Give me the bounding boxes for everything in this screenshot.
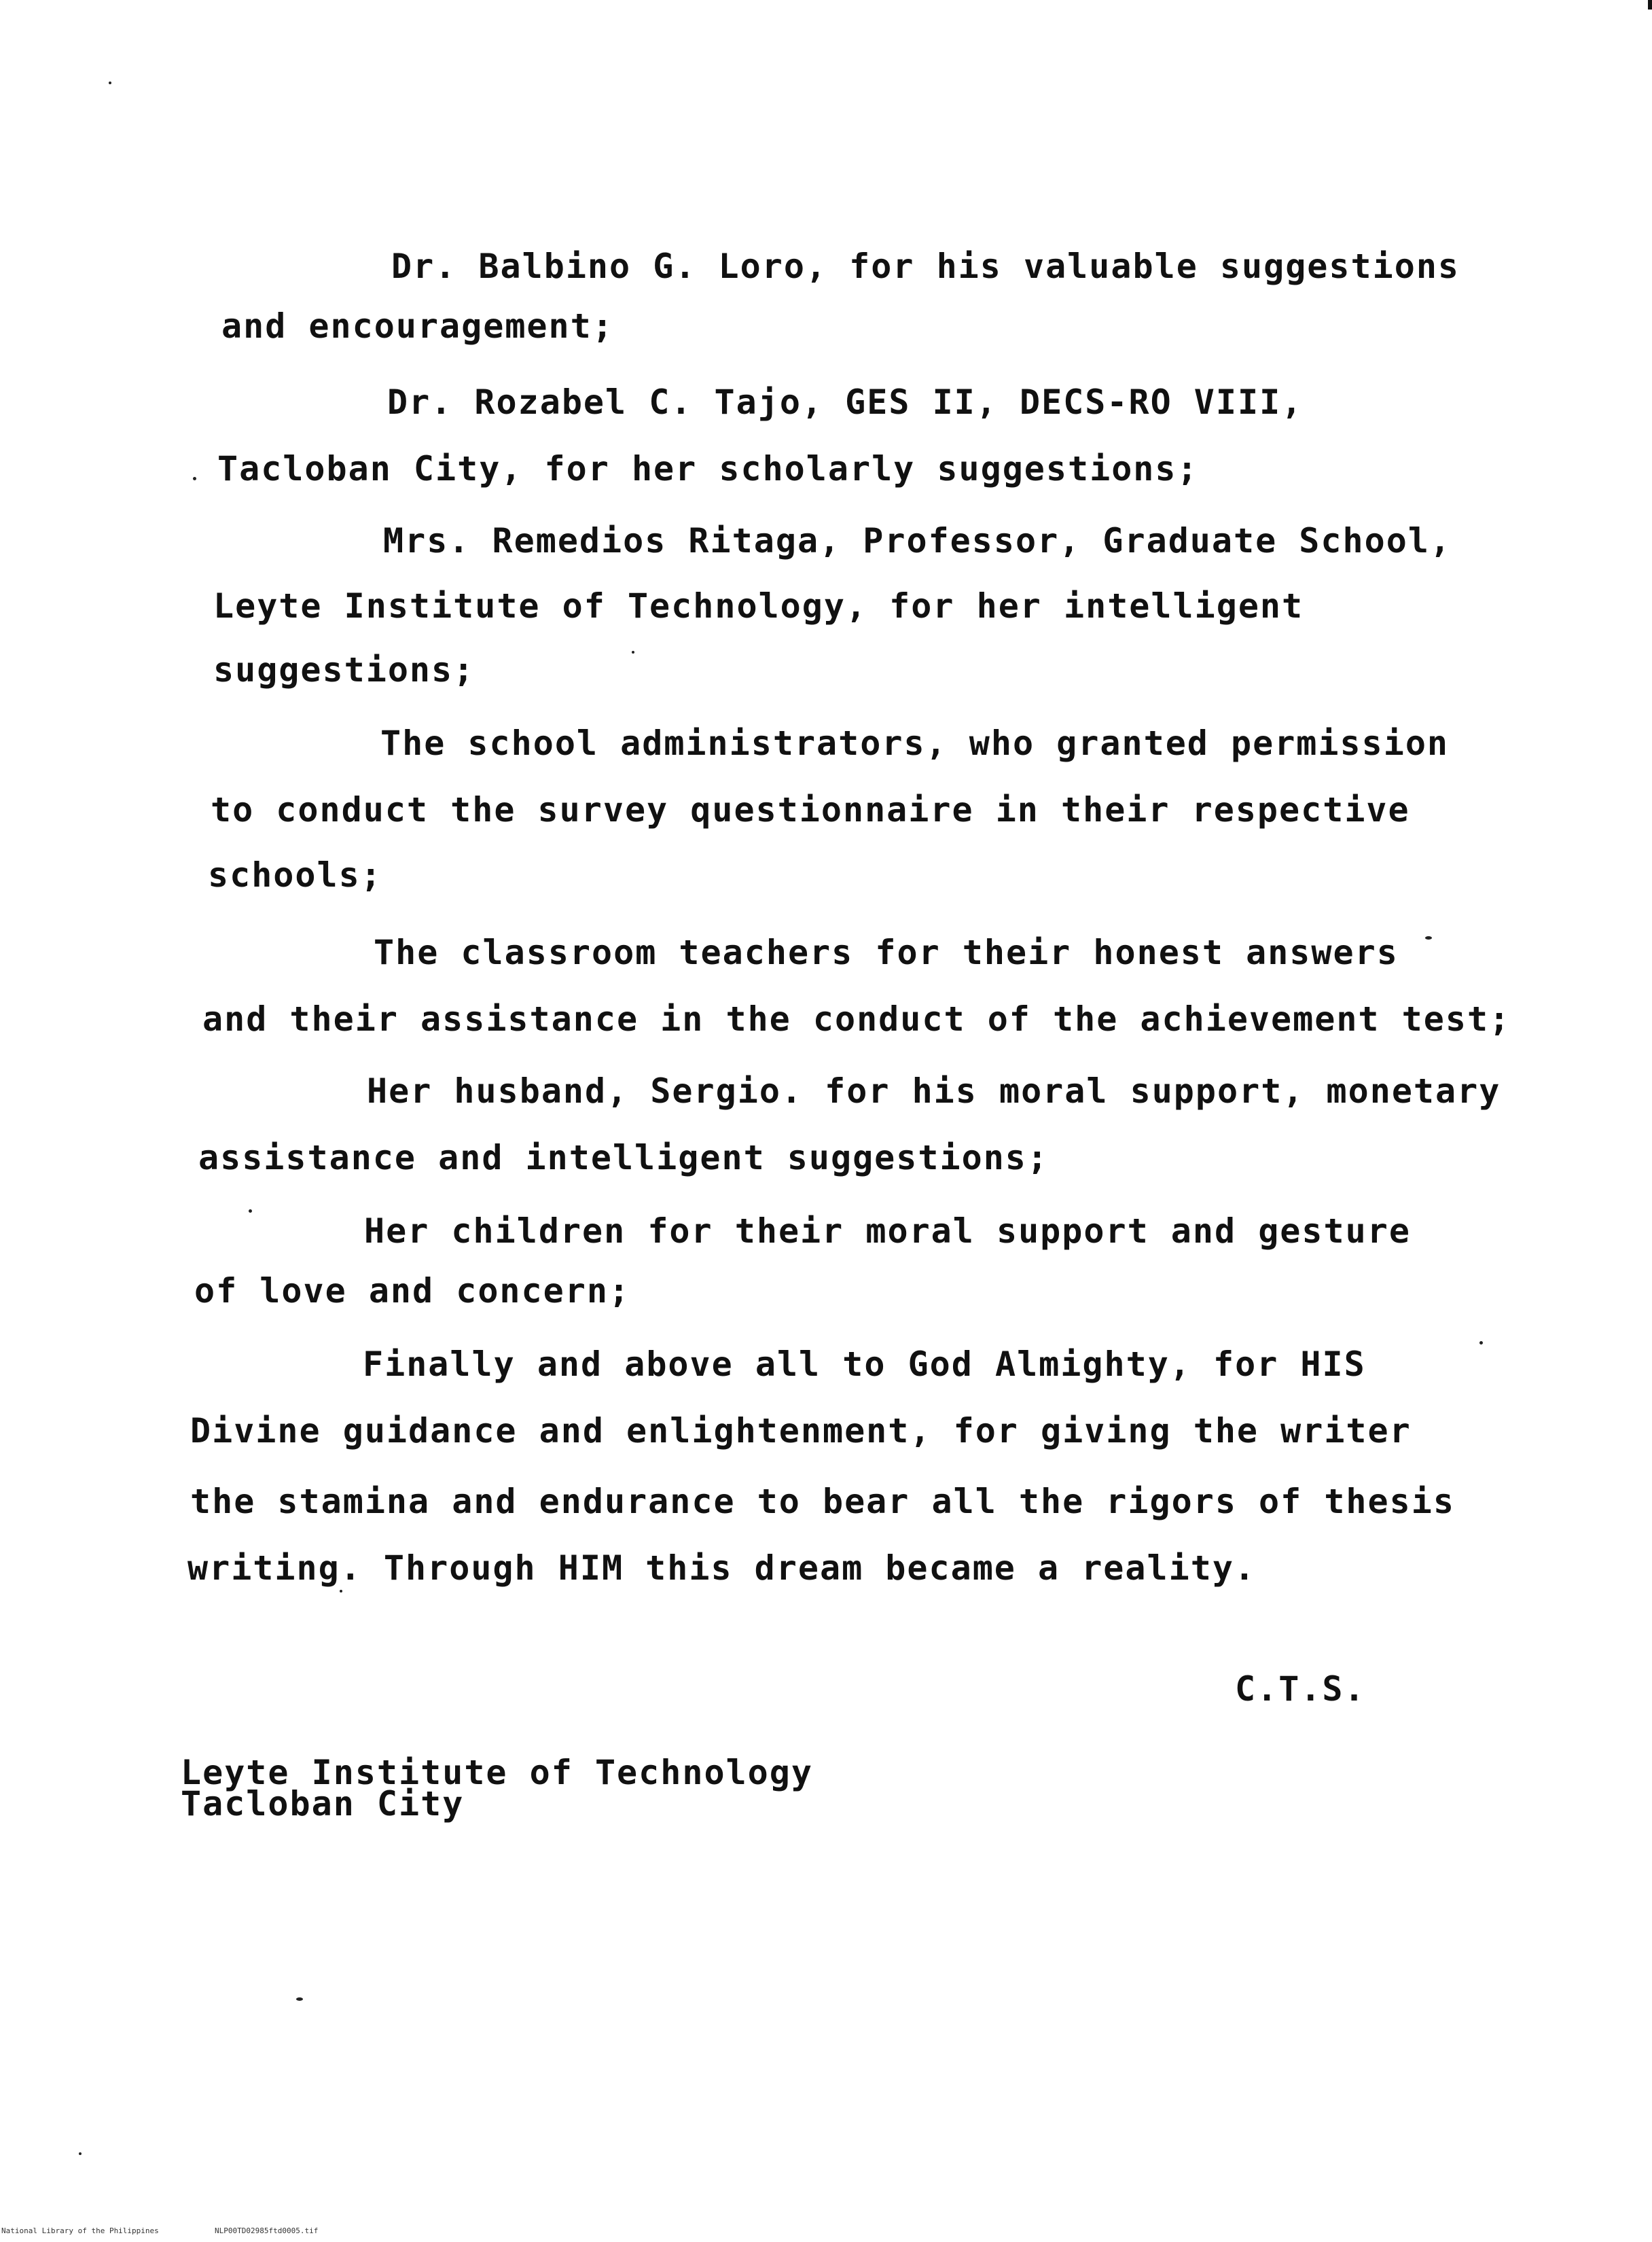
file-footer: NLP00TD02985ftd0005.tif (215, 2226, 319, 2235)
scan-speck (193, 477, 196, 480)
ack-line-7: suggestions; (213, 650, 475, 690)
ack-line-9: to conduct the survey questionnaire in their respective (211, 790, 1410, 830)
ack-line-17: Finally and above all to God Almighty, for HIS (363, 1345, 1366, 1384)
signature-initials: C.T.S. (1235, 1669, 1366, 1709)
scan-speck (249, 1209, 252, 1213)
ack-line-2: and encouragement; (221, 306, 614, 346)
ack-line-1: Dr. Balbino G. Loro, for his valuable suggestions (391, 247, 1460, 286)
ack-line-15: Her children for their moral support and gesture (364, 1211, 1411, 1251)
ack-line-16: of love and concern; (194, 1271, 631, 1311)
ack-line-10: schools; (208, 855, 382, 895)
ack-line-13: Her husband, Sergio. for his moral support, monetary (367, 1071, 1501, 1111)
ack-line-11: The classroom teachers for their honest answers (374, 933, 1399, 972)
ack-line-20: writing. Through HIM this dream became a reality. (187, 1548, 1257, 1588)
ack-line-3: Dr. Rozabel C. Tajo, GES II, DECS-RO VIII, (387, 382, 1304, 422)
scan-speck (1479, 1341, 1483, 1345)
ack-line-18: Divine guidance and enlightenment, for giving the writer (190, 1411, 1412, 1451)
ack-line-19: the stamina and endurance to bear all the rigors of thesis (190, 1482, 1455, 1521)
ack-line-12: and their assistance in the conduct of the achievement test; (202, 999, 1511, 1039)
library-footer: National Library of the Philippines (1, 2226, 159, 2235)
ack-line-5: Mrs. Remedios Ritaga, Professor, Graduate School, (383, 521, 1452, 560)
scan-speck (1425, 936, 1432, 940)
institution-city: Tacloban City (181, 1784, 465, 1823)
ack-line-4: Tacloban City, for her scholarly suggestions; (217, 449, 1199, 488)
scan-speck (79, 2152, 82, 2155)
scan-speck (340, 1590, 342, 1592)
ack-line-14: assistance and intelligent suggestions; (198, 1138, 1049, 1177)
scan-speck (632, 651, 634, 654)
ack-line-6: Leyte Institute of Technology, for her intelligent (213, 586, 1304, 626)
scan-edge-mark (1648, 0, 1652, 10)
institution-name: Leyte Institute of Technology (181, 1753, 813, 1792)
scan-speck (109, 82, 111, 84)
scan-speck (296, 1997, 303, 2001)
ack-line-8: The school administrators, who granted permission (380, 724, 1450, 763)
